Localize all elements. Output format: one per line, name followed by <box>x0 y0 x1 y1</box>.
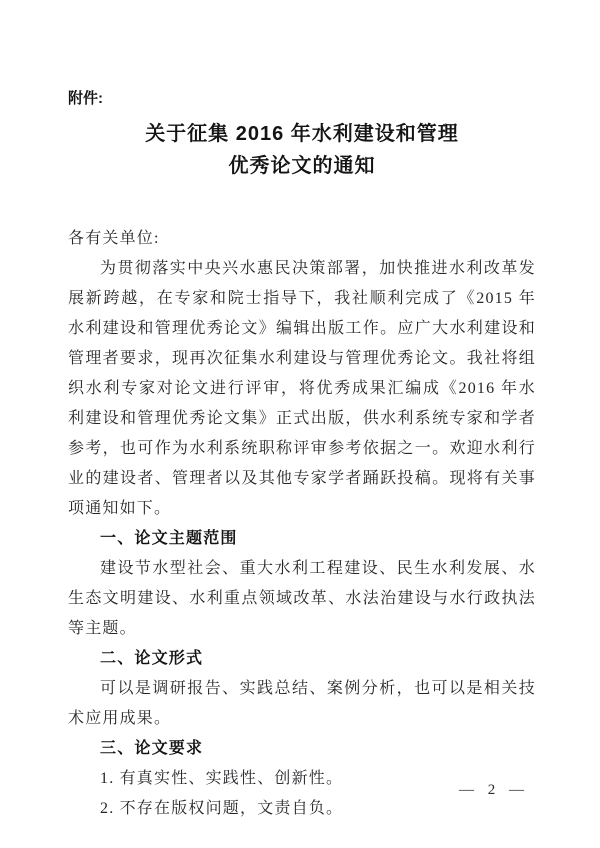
attachment-label: 附件: <box>68 90 103 107</box>
document-title-line-2: 优秀论文的通知 <box>228 155 376 177</box>
document-title-line-1: 关于征集 2016 年水利建设和管理 <box>145 123 459 145</box>
document-title <box>68 118 536 182</box>
section-heading-topic-scope: 一、论文主题范围 <box>100 530 238 547</box>
section-paper-requirements <box>68 734 536 824</box>
intro-paragraph: 为贯彻落实中央兴水惠民决策部署，加快推进水利改革发展新跨越，在专家和院士指导下，我社顺利完成了《2015 年水利建设和管理优秀论文》编辑出版工作。应广大水利建设和管理者要求，现再次征集水利建设与管理优秀论文。我社将组织水利专家对论文进行评审，将优秀成果汇编成《2016 年水利建设和管理优秀论文集》正式出版，供水利系统专家和学者参考，也可作为水利系统职称评审参考依据之一。欢迎水利行业的建设者、管理者以及其他专家学者踊跃投稿。现将有关事项通知如下。 <box>68 260 536 517</box>
requirement-item-1: 1. 有真实性、实践性、创新性。 <box>100 770 344 787</box>
section-body-paper-form: 可以是调研报告、实践总结、案例分析，也可以是相关技术应用成果。 <box>68 680 536 727</box>
section-paper-form <box>68 644 536 734</box>
page-number: — 2 — <box>459 782 524 798</box>
section-heading-paper-form: 二、论文形式 <box>100 650 204 667</box>
section-heading-paper-requirements: 三、论文要求 <box>100 740 204 757</box>
salutation: 各有关单位: <box>68 230 160 247</box>
requirement-item-2: 2. 不存在版权问题，文责自负。 <box>100 800 344 817</box>
section-topic-scope <box>68 524 536 644</box>
section-body-topic-scope: 建设节水型社会、重大水利工程建设、民生水利发展、水生态文明建设、水利重点领域改革、水法治建设与水行政执法等主题。 <box>68 560 536 637</box>
